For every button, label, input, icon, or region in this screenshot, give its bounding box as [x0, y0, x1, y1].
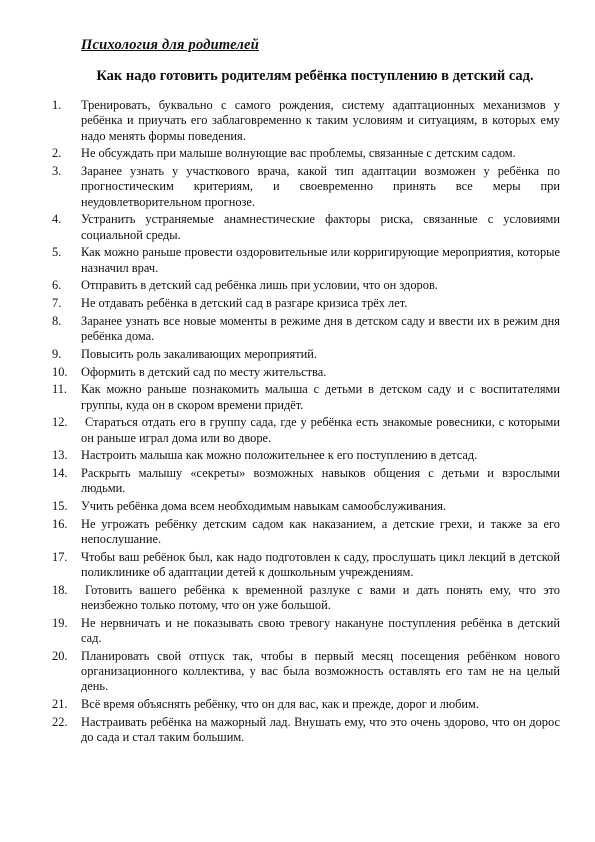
- item-number: 16.: [52, 516, 68, 531]
- item-number: 10.: [52, 364, 68, 379]
- item-number: 8.: [52, 313, 62, 328]
- item-text: Заранее узнать все новые моменты в режиме дня в детском саду и ввести их в режим дня ребёнка дома.: [81, 313, 560, 343]
- list-item: [52, 382, 560, 413]
- list-item: [52, 296, 560, 311]
- item-number: 21.: [52, 697, 68, 711]
- section-title: Психология для родителей: [81, 37, 259, 53]
- document-title: Как надо готовить родителям ребёнка поступлению в детский сад.: [96, 68, 534, 84]
- list-item: [52, 415, 560, 446]
- item-text: Стараться отдать его в группу сада, где у ребёнка есть знакомые ровесники, с которыми он раньше играл дома или во дворе.: [81, 415, 560, 445]
- item-number: 19.: [52, 615, 68, 630]
- item-text: Всё время объяснять ребёнку, что он для вас, как и прежде, дорог и любим.: [81, 697, 479, 711]
- list-item: [52, 314, 560, 345]
- item-number: 11.: [52, 382, 68, 397]
- item-text: Не нервничать и не показывать свою тревогу накануне поступления ребёнка в детский сад.: [81, 615, 560, 645]
- item-number: 4.: [52, 212, 62, 227]
- list-item: [52, 649, 560, 695]
- item-number: 1.: [52, 98, 62, 112]
- list-item: [52, 164, 560, 210]
- list-item: [52, 212, 560, 243]
- item-text: Не обсуждать при малыше волнующие вас проблемы, связанные с детским садом.: [81, 146, 516, 161]
- list-item: [52, 278, 560, 293]
- list-item: [52, 347, 560, 362]
- item-number: 14.: [52, 466, 68, 480]
- item-number: 5.: [52, 245, 62, 260]
- list-item: [52, 98, 560, 144]
- recommendation-list: [52, 98, 560, 748]
- list-item: [52, 583, 560, 614]
- item-text: Планировать свой отпуск так, чтобы в первый месяц посещения ребёнком нового организационного коллектива, у вас была возможность оставлять его там не на целый день.: [81, 648, 560, 694]
- item-number: 22.: [52, 714, 68, 729]
- item-text: Готовить вашего ребёнка к временной разлуке с вами и дать понять ему, что это неизбежно только потому, что он уже большой.: [81, 582, 560, 612]
- item-text: Оформить в детский сад по месту жительства.: [81, 364, 327, 379]
- item-text: Повысить роль закаливающих мероприятий.: [81, 346, 317, 361]
- item-number: 12.: [52, 415, 68, 430]
- list-item: [52, 499, 560, 514]
- item-number: 9.: [52, 346, 62, 361]
- list-item: [52, 550, 560, 581]
- item-text: Как можно раньше провести оздоровительные или корригирующие мероприятия, которые назначил врач.: [81, 245, 560, 275]
- list-item: [52, 616, 560, 647]
- list-item: [52, 517, 560, 548]
- item-number: 7.: [52, 296, 62, 310]
- list-item: [52, 448, 560, 463]
- item-number: 6.: [52, 278, 62, 293]
- item-text: Настраивать ребёнка на мажорный лад. Внушать ему, что это очень здорово, что он дорос до сада и стал таким большим.: [81, 714, 560, 744]
- item-text: Учить ребёнка дома всем необходимым навыкам самообслуживания.: [81, 499, 447, 513]
- item-text: Не угрожать ребёнку детским садом как наказанием, а детские грехи, и также за его непослушание.: [81, 516, 560, 546]
- item-number: 2.: [52, 146, 62, 161]
- item-text: Заранее узнать у участкового врача, какой тип адаптации возможен у ребёнка по прогностическим критериям, и своевременно принять все меры при неудовлетворительном прогнозе.: [81, 164, 560, 209]
- item-text: Настроить малыша как можно положительнее к его поступлению в детсад.: [81, 448, 478, 463]
- item-text: Отправить в детский сад ребёнка лишь при условии, что он здоров.: [81, 278, 438, 293]
- list-item: [52, 245, 560, 276]
- list-item: [52, 697, 560, 712]
- item-number: 17.: [52, 549, 68, 564]
- item-text: Чтобы ваш ребёнок был, как надо подготовлен к саду, прослушать цикл лекций в детской поликлинике об адаптации детей к дошкольным учреждениям.: [81, 549, 560, 579]
- item-text: Раскрыть малышу «секреты» возможных навыков общения с детьми и взрослыми людьми.: [81, 466, 560, 496]
- item-text: Тренировать, буквально с самого рождения, систему адаптационных механизмов у ребёнка и приучать его заблаговременно к таким условиям и ситуациям, в которых ему надо менять формы поведения.: [81, 98, 560, 143]
- item-text: Устранить устраняемые анамнестические факторы риска, связанные с условиями социальной среды.: [81, 212, 560, 242]
- list-item: [52, 715, 560, 746]
- item-number: 20.: [52, 648, 68, 663]
- item-number: 13.: [52, 448, 68, 463]
- item-text: Как можно раньше познакомить малыша с детьми в детском саду и с воспитателями группы, куда он в скором времени придёт.: [81, 382, 560, 412]
- list-item: [52, 146, 560, 161]
- item-number: 15.: [52, 499, 68, 513]
- item-number: 18.: [52, 582, 68, 597]
- list-item: [52, 365, 560, 380]
- item-number: 3.: [52, 164, 62, 178]
- list-item: [52, 466, 560, 497]
- item-text: Не отдавать ребёнка в детский сад в разгаре кризиса трёх лет.: [81, 296, 408, 310]
